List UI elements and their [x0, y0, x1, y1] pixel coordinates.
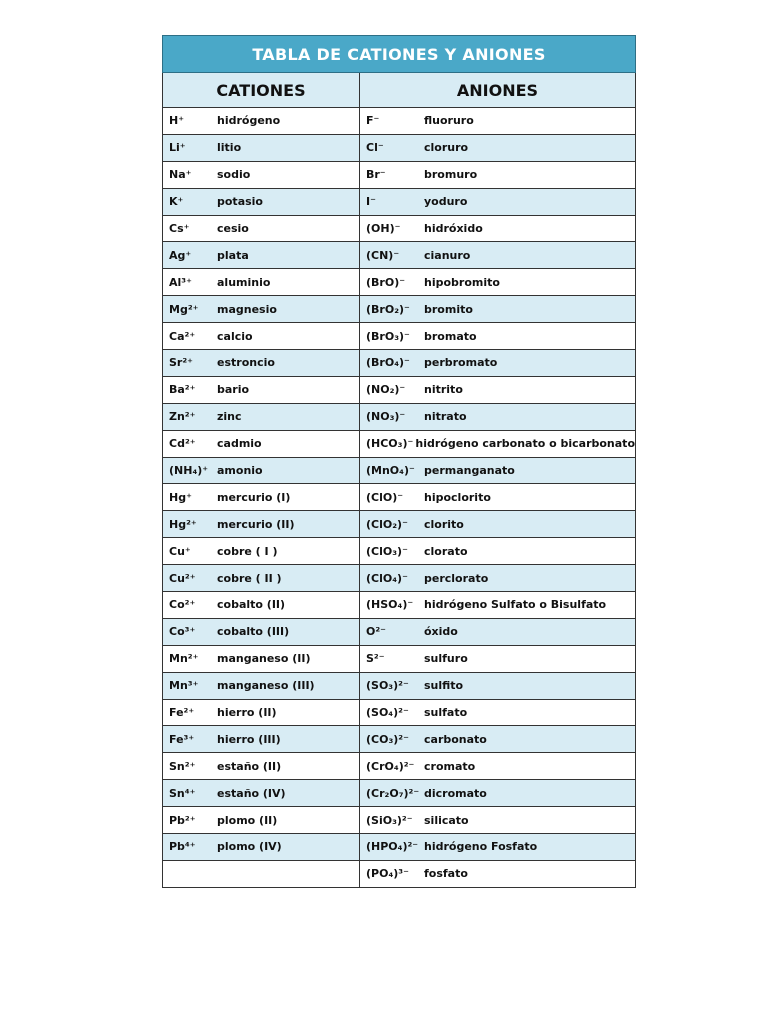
- cation-name: cesio: [217, 222, 249, 235]
- anion-cell: [360, 834, 635, 860]
- anion-name: sulfato: [424, 706, 468, 720]
- cation-symbol: Sn²⁺: [169, 759, 196, 773]
- cation-symbol: Hg⁺: [169, 490, 192, 504]
- cation-symbol: Li⁺: [169, 141, 186, 155]
- cation-name: plomo (IV): [217, 840, 282, 854]
- cation-cell: [163, 834, 360, 860]
- table-row: [162, 162, 636, 189]
- cation-cell: [163, 753, 360, 779]
- anion-symbol: (ClO₃)⁻: [366, 544, 408, 558]
- anion-name: silicato: [424, 813, 469, 827]
- anion-symbol: (ClO₄)⁻: [366, 571, 408, 585]
- anion-symbol: (HPO₄)²⁻: [366, 840, 419, 854]
- cation-symbol: Mn²⁺: [169, 652, 199, 666]
- anion-cell: [360, 538, 635, 564]
- anion-symbol: (BrO₂)⁻: [366, 302, 410, 316]
- cation-cell: [163, 565, 360, 591]
- cation-name: magnesio: [217, 302, 277, 316]
- anion-cell: [360, 700, 635, 726]
- table-row: [162, 834, 636, 861]
- anion-name: cianuro: [424, 248, 471, 262]
- cation-cell: [163, 458, 360, 484]
- cation-cell: [163, 673, 360, 699]
- table-row: [162, 484, 636, 511]
- cation-name: bario: [217, 383, 250, 397]
- cation-cell: [163, 861, 360, 887]
- anion-symbol: O²⁻: [366, 625, 386, 639]
- anion-symbol: (PO₄)³⁻: [366, 867, 409, 881]
- table-row: [162, 216, 636, 243]
- cation-name: cobalto (III): [217, 625, 290, 639]
- anion-cell: [360, 350, 635, 376]
- anion-symbol: (CN)⁻: [366, 248, 400, 262]
- anion-name: fosfato: [424, 867, 468, 881]
- cation-name: sodio: [217, 168, 251, 182]
- table-row: [162, 780, 636, 807]
- cation-cell: [163, 242, 360, 268]
- anion-name: bromato: [424, 329, 477, 343]
- cation-cell: [163, 431, 360, 457]
- anion-name: perclorato: [424, 571, 489, 585]
- cation-name: cadmio: [217, 437, 262, 451]
- anion-cell: [360, 162, 635, 188]
- table-row: [162, 753, 636, 780]
- ion-table: [162, 35, 636, 888]
- cation-cell: [163, 323, 360, 349]
- cation-symbol: Zn²⁺: [169, 410, 196, 424]
- anion-cell: [360, 242, 635, 268]
- table-row: [162, 431, 636, 458]
- anion-name: hidrógeno Sulfato o Bisulfato: [424, 598, 607, 612]
- anion-cell: [360, 189, 635, 215]
- cation-name: hierro (III): [217, 732, 281, 746]
- anion-name: bromito: [424, 302, 473, 316]
- cation-symbol: Ba²⁺: [169, 383, 196, 397]
- cation-name: plomo (II): [217, 813, 278, 827]
- anion-symbol: I⁻: [366, 195, 376, 209]
- cation-name: hidrógeno: [217, 114, 281, 128]
- cation-cell: [163, 296, 360, 322]
- cation-symbol: Cd²⁺: [169, 437, 196, 451]
- anion-cell: [360, 135, 635, 161]
- anion-name: nitrato: [424, 410, 467, 424]
- table-row: [162, 538, 636, 565]
- anion-cell: [360, 404, 635, 430]
- anions-header: ANIONES: [456, 80, 539, 100]
- cation-cell: [163, 216, 360, 242]
- anion-cell: [360, 673, 635, 699]
- anion-symbol: (BrO)⁻: [366, 275, 406, 289]
- cation-cell: [163, 350, 360, 376]
- anion-name: bromuro: [424, 168, 478, 182]
- anion-cell: [360, 511, 635, 537]
- cation-cell: [163, 646, 360, 672]
- cation-symbol: Sr²⁺: [169, 356, 193, 370]
- cation-symbol: Hg²⁺: [169, 517, 197, 531]
- table-row: [162, 700, 636, 727]
- anion-name: clorito: [424, 517, 464, 531]
- anion-symbol: (SiO₃)²⁻: [366, 813, 413, 827]
- table-row: [162, 619, 636, 646]
- anion-symbol: Br⁻: [366, 168, 386, 182]
- table-row: [162, 673, 636, 700]
- table-row: [162, 189, 636, 216]
- anion-cell: [360, 619, 635, 645]
- table-row: [162, 323, 636, 350]
- cation-cell: [163, 377, 360, 403]
- table-row: [162, 592, 636, 619]
- anion-cell: [360, 458, 635, 484]
- anion-cell: [360, 323, 635, 349]
- cation-name: estroncio: [217, 356, 275, 370]
- cation-symbol: Co³⁺: [169, 625, 196, 639]
- cation-cell: [163, 726, 360, 752]
- anion-symbol: (SO₄)²⁻: [366, 706, 409, 720]
- anion-cell: [360, 565, 635, 591]
- anion-name: clorato: [424, 544, 468, 558]
- table-row: [162, 242, 636, 269]
- cation-symbol: Fe³⁺: [169, 732, 195, 746]
- cation-cell: [163, 404, 360, 430]
- cation-name: estaño (II): [217, 759, 282, 773]
- anion-cell: [360, 269, 635, 295]
- anion-cell: [360, 807, 635, 833]
- cation-symbol: Cu²⁺: [169, 571, 196, 585]
- cation-cell: [163, 189, 360, 215]
- cation-cell: [163, 162, 360, 188]
- table-row: [162, 861, 636, 888]
- cation-symbol: K⁺: [169, 195, 184, 209]
- anion-name: óxido: [424, 625, 458, 639]
- cation-symbol: Ca²⁺: [169, 329, 196, 343]
- cation-cell: [163, 807, 360, 833]
- anion-cell: [360, 592, 635, 618]
- cation-cell: [163, 269, 360, 295]
- anion-symbol: (BrO₃)⁻: [366, 329, 410, 343]
- anion-name: yoduro: [424, 195, 468, 209]
- cation-name: estaño (IV): [217, 786, 286, 800]
- anion-cell: [360, 216, 635, 242]
- anion-symbol: (CrO₄)²⁻: [366, 759, 415, 773]
- cation-cell: [163, 511, 360, 537]
- cation-symbol: Sn⁴⁺: [169, 786, 196, 800]
- anion-symbol: (ClO)⁻: [366, 490, 404, 504]
- anion-name: sulfuro: [424, 652, 468, 666]
- cation-name: calcio: [217, 329, 253, 343]
- anion-symbol: (HSO₄)⁻: [366, 598, 414, 612]
- anion-symbol: F⁻: [366, 114, 380, 128]
- anion-name: cloruro: [424, 141, 469, 155]
- cation-symbol: Mn³⁺: [169, 679, 199, 693]
- cation-symbol: H⁺: [169, 114, 185, 128]
- anion-symbol: (MnO₄)⁻: [366, 464, 415, 478]
- anion-name: hidrógeno Fosfato: [424, 840, 538, 854]
- cation-symbol: Ag⁺: [169, 248, 192, 262]
- table-row: [162, 565, 636, 592]
- table-row: [162, 404, 636, 431]
- table-row: [162, 726, 636, 753]
- cation-name: mercurio (II): [217, 517, 295, 531]
- anion-symbol: (ClO₂)⁻: [366, 517, 408, 531]
- anion-symbol: (NO₃)⁻: [366, 410, 406, 424]
- anion-name: sulfito: [424, 679, 464, 693]
- cation-symbol: Cs⁺: [169, 222, 190, 235]
- cation-name: cobalto (II): [217, 598, 286, 612]
- anion-name: cromato: [424, 759, 476, 773]
- cation-name: cobre ( I ): [217, 544, 278, 558]
- table-row: [162, 511, 636, 538]
- cation-name: cobre ( II ): [217, 571, 282, 585]
- cation-name: litio: [217, 141, 242, 155]
- cation-symbol: Mg²⁺: [169, 302, 199, 316]
- table-row: [162, 269, 636, 296]
- anion-cell: [360, 296, 635, 322]
- cation-symbol: Al³⁺: [169, 275, 192, 289]
- cation-name: mercurio (I): [217, 490, 291, 504]
- anion-name: carbonato: [424, 732, 487, 746]
- cation-name: manganeso (II): [217, 652, 311, 666]
- table-row: [162, 807, 636, 834]
- cation-cell: [163, 592, 360, 618]
- cation-name: aluminio: [217, 275, 271, 289]
- anion-symbol: (Cr₂O₇)²⁻: [366, 786, 420, 800]
- table-row: [162, 108, 636, 135]
- anion-cell: [360, 108, 635, 134]
- anion-name: dicromato: [424, 786, 487, 800]
- cation-cell: [163, 780, 360, 806]
- anion-name: perbromato: [424, 356, 498, 370]
- anion-symbol: (HCO₃)⁻: [366, 437, 414, 451]
- anion-symbol: S²⁻: [366, 652, 385, 666]
- anion-cell: [360, 753, 635, 779]
- header-row: [162, 73, 636, 108]
- table-title: TABLA DE CATIONES Y ANIONES: [162, 35, 636, 73]
- anion-symbol: (CO₃)²⁻: [366, 732, 409, 746]
- anion-symbol: Cl⁻: [366, 141, 384, 155]
- cation-cell: [163, 484, 360, 510]
- anion-cell: [360, 780, 635, 806]
- anion-cell: [360, 861, 635, 887]
- cation-symbol: Cu⁺: [169, 544, 191, 558]
- cation-cell: [163, 538, 360, 564]
- anion-symbol: (BrO₄)⁻: [366, 356, 410, 370]
- table-row: [162, 646, 636, 673]
- anion-symbol: (OH)⁻: [366, 222, 401, 235]
- cation-cell: [163, 619, 360, 645]
- table-row: [162, 135, 636, 162]
- table-body: [162, 108, 636, 888]
- anion-name: hipoclorito: [424, 490, 491, 504]
- anion-name: fluoruro: [424, 114, 474, 128]
- table-row: [162, 350, 636, 377]
- anion-cell: [360, 726, 635, 752]
- cation-cell: [163, 108, 360, 134]
- cation-name: plata: [217, 248, 249, 262]
- cation-name: amonio: [217, 464, 263, 478]
- table-row: [162, 458, 636, 485]
- cation-name: potasio: [217, 195, 263, 209]
- anion-cell: [360, 377, 635, 403]
- anion-name: hidrógeno carbonato o bicarbonato: [415, 437, 635, 451]
- cation-symbol: Fe²⁺: [169, 706, 195, 720]
- anion-cell: [360, 431, 635, 457]
- anion-name: permanganato: [424, 464, 515, 478]
- cation-cell: [163, 700, 360, 726]
- cation-symbol: Pb²⁺: [169, 813, 196, 827]
- table-row: [162, 377, 636, 404]
- cation-symbol: (NH₄)⁺: [169, 464, 209, 478]
- anion-symbol: (SO₃)²⁻: [366, 679, 409, 693]
- anion-name: nitrito: [424, 383, 463, 397]
- cation-symbol: Co²⁺: [169, 598, 196, 612]
- anion-name: hipobromito: [424, 275, 500, 289]
- table-row: [162, 296, 636, 323]
- cation-symbol: Na⁺: [169, 168, 192, 182]
- cation-symbol: Pb⁴⁺: [169, 840, 196, 854]
- cation-name: hierro (II): [217, 706, 277, 720]
- cations-header: CATIONES: [163, 73, 360, 107]
- cation-name: manganeso (III): [217, 679, 315, 693]
- anion-cell: [360, 484, 635, 510]
- cation-cell: [163, 135, 360, 161]
- cation-name: zinc: [217, 410, 242, 424]
- anion-cell: [360, 646, 635, 672]
- anion-symbol: (NO₂)⁻: [366, 383, 406, 397]
- anion-name: hidróxido: [424, 222, 483, 235]
